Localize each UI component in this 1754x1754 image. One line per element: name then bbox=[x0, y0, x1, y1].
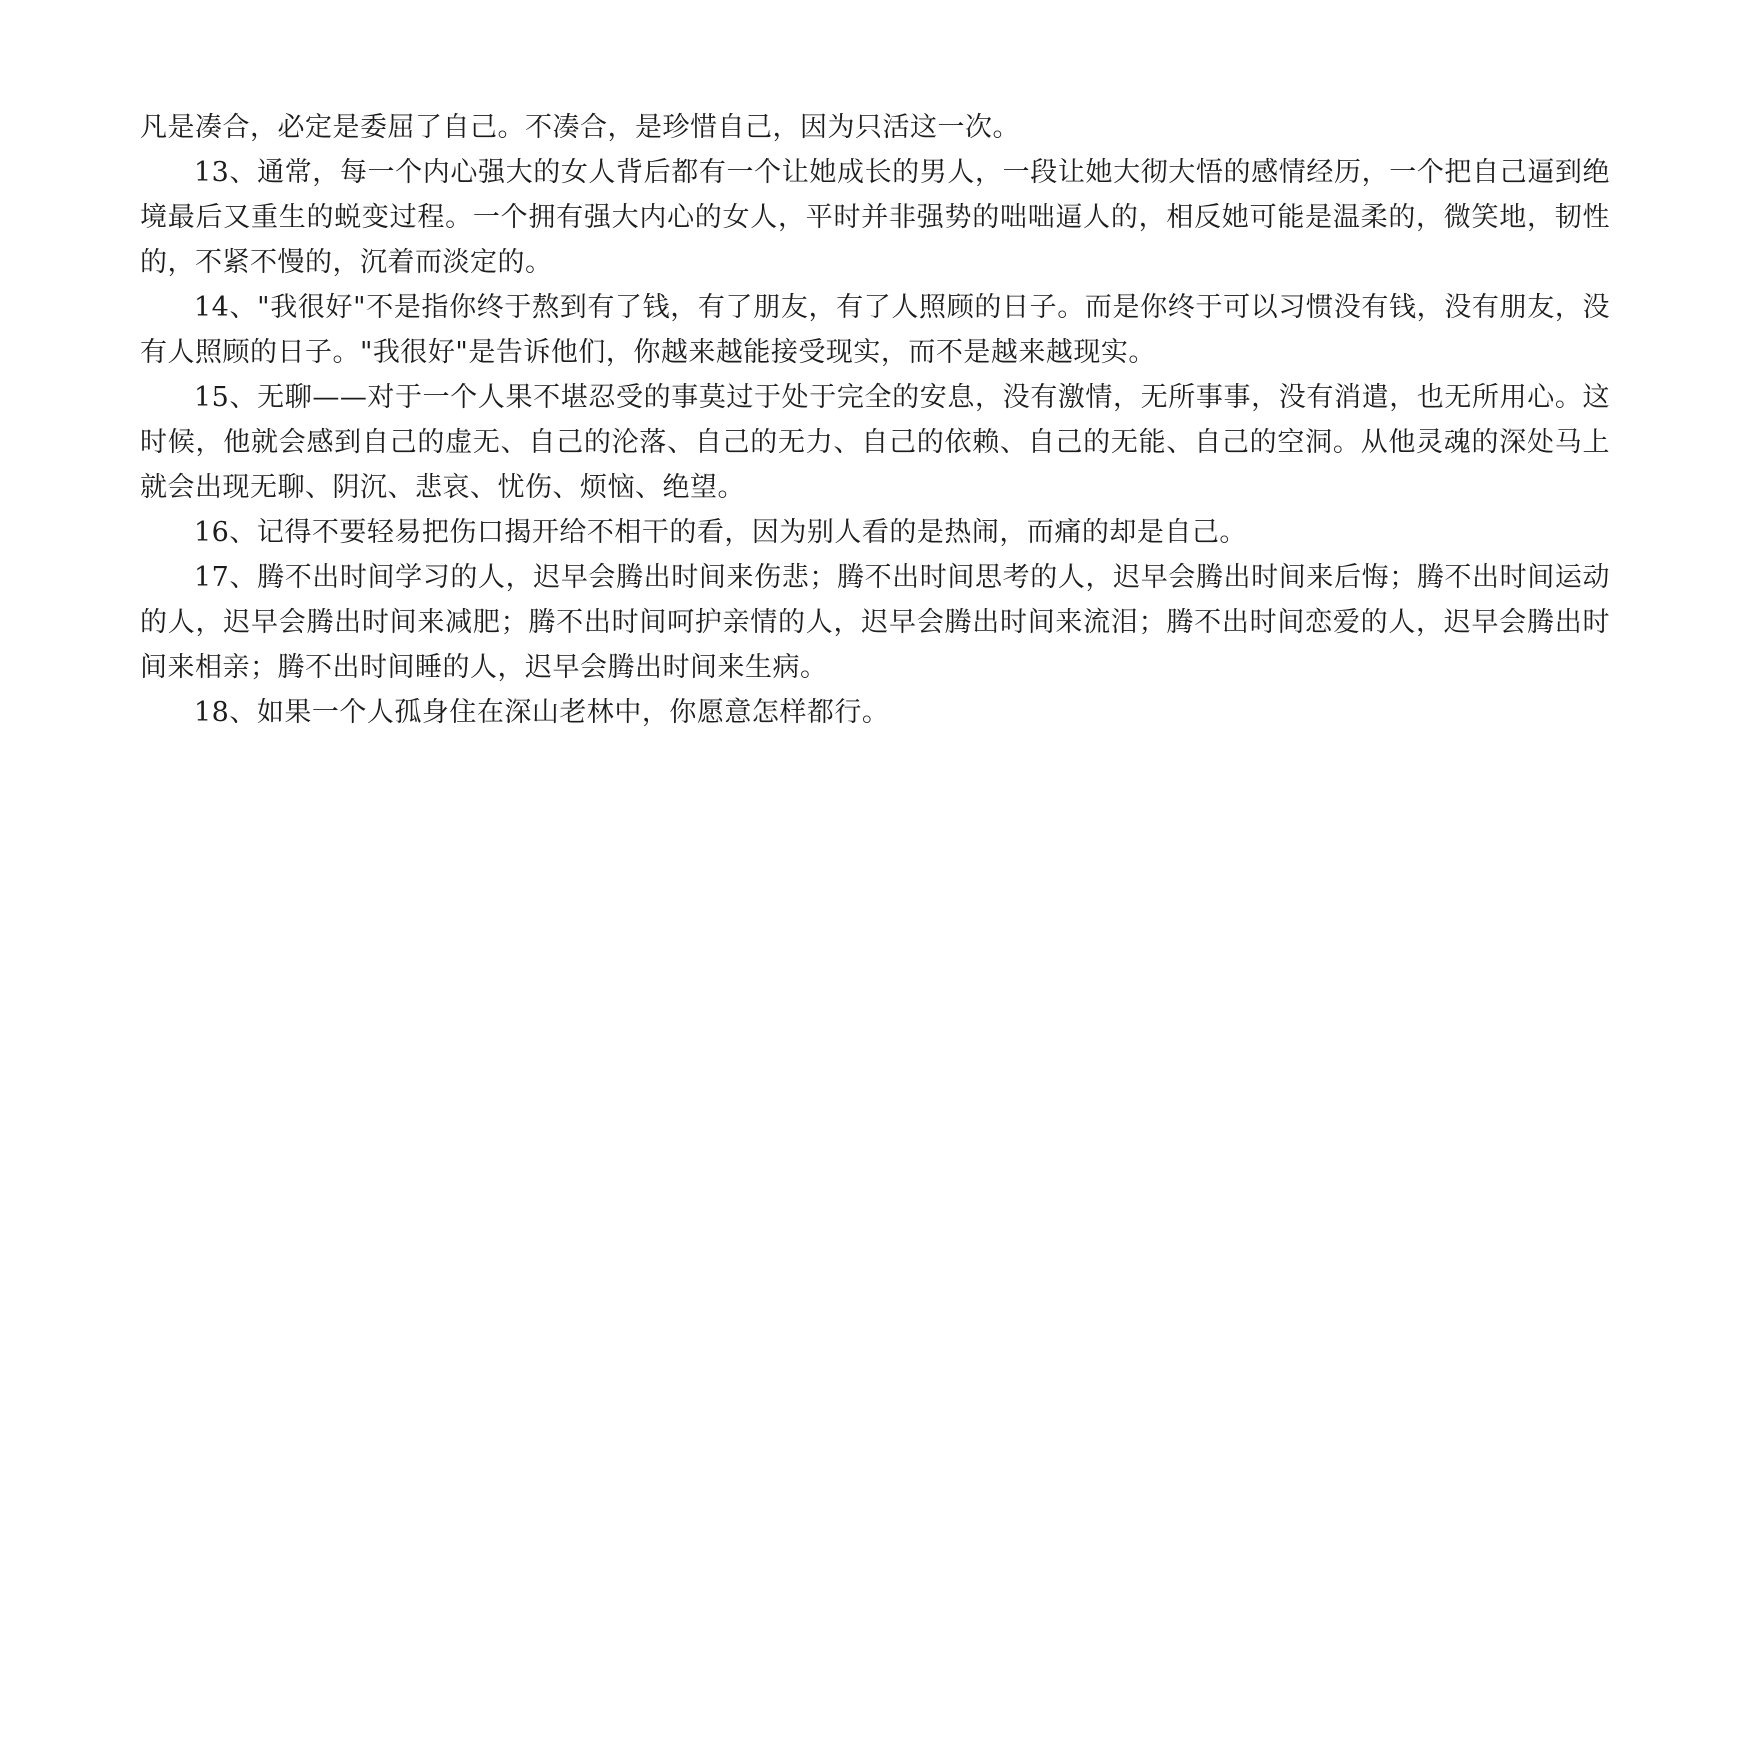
document-body bbox=[140, 105, 1610, 735]
paragraph-13: 13、通常，每一个内心强大的女人背后都有一个让她成长的男人，一段让她大彻大悟的感情经历，一个把自己逼到绝境最后又重生的蜕变过程。一个拥有强大内心的女人，平时并非强势的咄咄逼人的，相反她可能是温柔的，微笑地，韧性的，不紧不慢的，沉着而淡定的。 bbox=[140, 157, 1610, 278]
paragraph-16: 16、记得不要轻易把伤口揭开给不相干的看，因为别人看的是热闹，而痛的却是自己。 bbox=[194, 517, 1247, 548]
paragraph-18: 18、如果一个人孤身住在深山老林中，你愿意怎样都行。 bbox=[194, 697, 890, 728]
paragraph-14: 14、"我很好"不是指你终于熬到有了钱，有了朋友，有了人照顾的日子。而是你终于可以习惯没有钱，没有朋友，没有人照顾的日子。"我很好"是告诉他们，你越来越能接受现实，而不是越来越现实。 bbox=[140, 292, 1610, 368]
paragraph-17: 17、腾不出时间学习的人，迟早会腾出时间来伤悲；腾不出时间思考的人，迟早会腾出时间来后悔；腾不出时间运动的人，迟早会腾出时间来减肥；腾不出时间呵护亲情的人，迟早会腾出时间来流泪；腾不出时间恋爱的人，迟早会腾出时间来相亲；腾不出时间睡的人，迟早会腾出时间来生病。 bbox=[140, 562, 1610, 683]
paragraph-continuation: 凡是凑合，必定是委屈了自己。不凑合，是珍惜自己，因为只活这一次。 bbox=[140, 112, 1020, 143]
paragraph-15: 15、无聊——对于一个人果不堪忍受的事莫过于处于完全的安息，没有激情，无所事事，没有消遣，也无所用心。这时候，他就会感到自己的虚无、自己的沦落、自己的无力、自己的依赖、自己的无能、自己的空洞。从他灵魂的深处马上就会出现无聊、阴沉、悲哀、忧伤、烦恼、绝望。 bbox=[140, 382, 1610, 503]
